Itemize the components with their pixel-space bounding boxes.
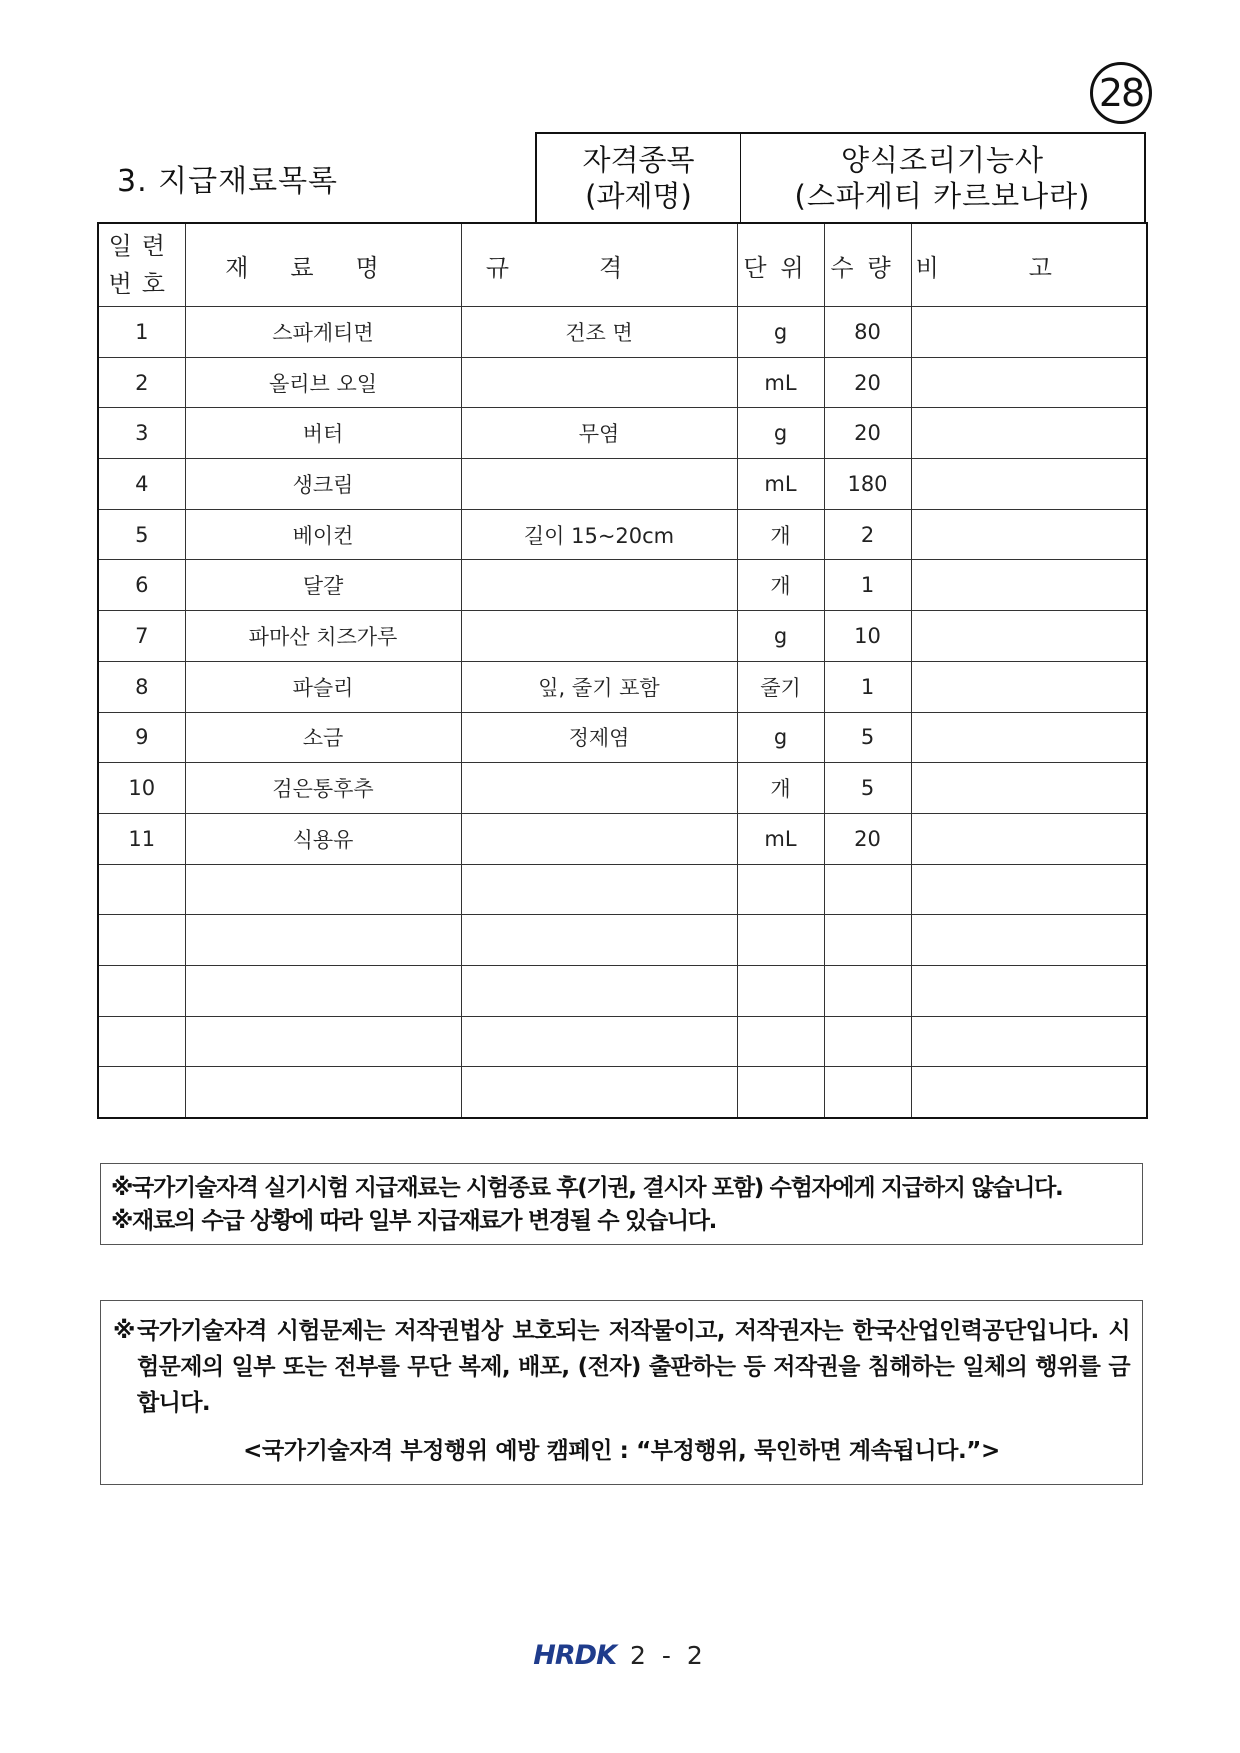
table-row (98, 307, 1147, 358)
cell-qty: 1 (824, 661, 911, 712)
cell-spec (461, 1067, 737, 1118)
table-row (98, 1067, 1147, 1118)
cell-no: 7 (98, 611, 185, 662)
cell-spec (461, 965, 737, 1016)
materials-table-body (98, 307, 1147, 1119)
cell-note (911, 915, 1147, 966)
cell-note (911, 813, 1147, 864)
cell-note (911, 408, 1147, 459)
qualification-label-line1: 자격종목 (582, 143, 695, 177)
cell-name (185, 965, 461, 1016)
cell-unit: mL (737, 813, 824, 864)
cell-qty: 20 (824, 408, 911, 459)
page-number: 28 (1098, 71, 1144, 115)
cell-qty (824, 1016, 911, 1067)
notice-line-1: ※국가기술자격 실기시험 지급재료는 시험종료 후(기권, 결시자 포함) 수험자에게 지급하지 않습니다. (111, 1175, 1063, 1201)
table-row (98, 763, 1147, 814)
cell-name (185, 864, 461, 915)
document-header (97, 132, 1146, 222)
page-footer (0, 1640, 1240, 1671)
copyright-box (100, 1300, 1143, 1485)
col-header-unit: 단위 (737, 223, 824, 307)
cell-qty: 80 (824, 307, 911, 358)
hrdk-logo: HRDK (533, 1640, 616, 1671)
cell-qty: 10 (824, 611, 911, 662)
cell-unit (737, 965, 824, 1016)
cell-no: 1 (98, 307, 185, 358)
cell-qty: 1 (824, 560, 911, 611)
cell-no (98, 1016, 185, 1067)
cell-qty: 180 (824, 459, 911, 510)
cell-name: 달걀 (185, 560, 461, 611)
cell-unit (737, 864, 824, 915)
cell-unit: 개 (737, 560, 824, 611)
cell-spec (461, 1016, 737, 1067)
cell-name: 베이컨 (185, 509, 461, 560)
notice-box (100, 1163, 1143, 1245)
cell-name: 파슬리 (185, 661, 461, 712)
cell-no (98, 915, 185, 966)
cell-no: 2 (98, 357, 185, 408)
cell-note (911, 965, 1147, 1016)
table-row (98, 408, 1147, 459)
table-row (98, 1016, 1147, 1067)
cell-note (911, 763, 1147, 814)
cell-no: 9 (98, 712, 185, 763)
cell-no (98, 965, 185, 1016)
cell-qty (824, 965, 911, 1016)
table-row (98, 712, 1147, 763)
cell-unit: g (737, 307, 824, 358)
cell-name (185, 1016, 461, 1067)
cell-spec (461, 560, 737, 611)
cell-spec: 잎, 줄기 포함 (461, 661, 737, 712)
cell-qty: 20 (824, 357, 911, 408)
cell-name (185, 915, 461, 966)
table-row (98, 459, 1147, 510)
cell-note (911, 560, 1147, 611)
cell-spec (461, 459, 737, 510)
footer-page-number: 2 - 2 (630, 1641, 707, 1670)
notice-line-2: ※재료의 수급 상황에 따라 일부 지급재료가 변경될 수 있습니다. (111, 1208, 717, 1234)
cell-no (98, 864, 185, 915)
cell-unit (737, 1067, 824, 1118)
qualification-label (537, 134, 741, 222)
table-row (98, 965, 1147, 1016)
cell-spec: 길이 15~20cm (461, 509, 737, 560)
cell-note (911, 459, 1147, 510)
cell-spec: 무염 (461, 408, 737, 459)
cell-unit (737, 1016, 824, 1067)
cell-unit: 줄기 (737, 661, 824, 712)
cell-note (911, 307, 1147, 358)
cell-unit: mL (737, 357, 824, 408)
cell-name: 올리브 오일 (185, 357, 461, 408)
table-row (98, 661, 1147, 712)
cell-note (911, 1016, 1147, 1067)
campaign-text: <국가기술자격 부정행위 예방 캠페인 : “부정행위, 묵인하면 계속됩니다.”> (243, 1438, 1000, 1464)
table-row (98, 509, 1147, 560)
cell-spec: 건조 면 (461, 307, 737, 358)
cell-no: 3 (98, 408, 185, 459)
cell-no: 11 (98, 813, 185, 864)
cell-note (911, 661, 1147, 712)
cell-unit: g (737, 408, 824, 459)
table-row (98, 560, 1147, 611)
cell-no (98, 1067, 185, 1118)
cell-note (911, 712, 1147, 763)
col-header-spec: 규격 (461, 223, 737, 307)
table-row (98, 915, 1147, 966)
cell-qty (824, 1067, 911, 1118)
cell-unit: g (737, 611, 824, 662)
cell-name: 버터 (185, 408, 461, 459)
cell-name: 파마산 치즈가루 (185, 611, 461, 662)
col-header-no-line2: 번호 (108, 270, 175, 298)
cell-unit: mL (737, 459, 824, 510)
cell-name: 식용유 (185, 813, 461, 864)
col-header-qty: 수량 (824, 223, 911, 307)
cell-qty: 5 (824, 763, 911, 814)
cell-name: 스파게티면 (185, 307, 461, 358)
cell-qty: 2 (824, 509, 911, 560)
cell-no: 10 (98, 763, 185, 814)
qualification-value-line1: 양식조리기능사 (840, 143, 1045, 177)
qualification-box (535, 132, 1146, 222)
table-row (98, 813, 1147, 864)
col-header-no (98, 223, 185, 307)
cell-note (911, 357, 1147, 408)
materials-table (97, 222, 1148, 1119)
cell-unit: 개 (737, 763, 824, 814)
cell-unit: 개 (737, 509, 824, 560)
cell-no: 8 (98, 661, 185, 712)
cell-spec (461, 864, 737, 915)
cell-qty: 20 (824, 813, 911, 864)
qualification-value-line2: (스파게티 카르보나라) (794, 179, 1091, 213)
cell-spec (461, 813, 737, 864)
cell-no: 5 (98, 509, 185, 560)
cell-spec (461, 763, 737, 814)
cell-name: 소금 (185, 712, 461, 763)
cell-no: 6 (98, 560, 185, 611)
cell-name: 검은통후추 (185, 763, 461, 814)
col-header-no-line1: 일련 (108, 232, 175, 260)
cell-unit: g (737, 712, 824, 763)
cell-qty (824, 864, 911, 915)
copyright-text: ※국가기술자격 시험문제는 저작권법상 보호되는 저작물이고, 저작권자는 한국산업인력공단입니다. 시험문제의 일부 또는 전부를 무단 복제, 배포, (전자) 출판하는 등 저작권을 침해하는 일체의 행위를 금합니다. (113, 1318, 1130, 1416)
page-number-badge (1090, 62, 1152, 124)
cell-note (911, 509, 1147, 560)
cell-qty: 5 (824, 712, 911, 763)
qualification-label-line2: (과제명) (585, 179, 692, 213)
cell-qty (824, 915, 911, 966)
col-header-note: 비고 (911, 223, 1147, 307)
cell-spec (461, 357, 737, 408)
cell-note (911, 611, 1147, 662)
table-header-row (98, 223, 1147, 307)
cell-no: 4 (98, 459, 185, 510)
section-title: 3. 지급재료목록 (117, 164, 339, 199)
cell-name (185, 1067, 461, 1118)
cell-spec (461, 915, 737, 966)
table-row (98, 611, 1147, 662)
col-header-name: 재료명 (185, 223, 461, 307)
cell-note (911, 1067, 1147, 1118)
cell-note (911, 864, 1147, 915)
qualification-value (741, 134, 1144, 222)
cell-spec (461, 611, 737, 662)
table-row (98, 357, 1147, 408)
table-row (98, 864, 1147, 915)
cell-name: 생크림 (185, 459, 461, 510)
cell-spec: 정제염 (461, 712, 737, 763)
cell-unit (737, 915, 824, 966)
